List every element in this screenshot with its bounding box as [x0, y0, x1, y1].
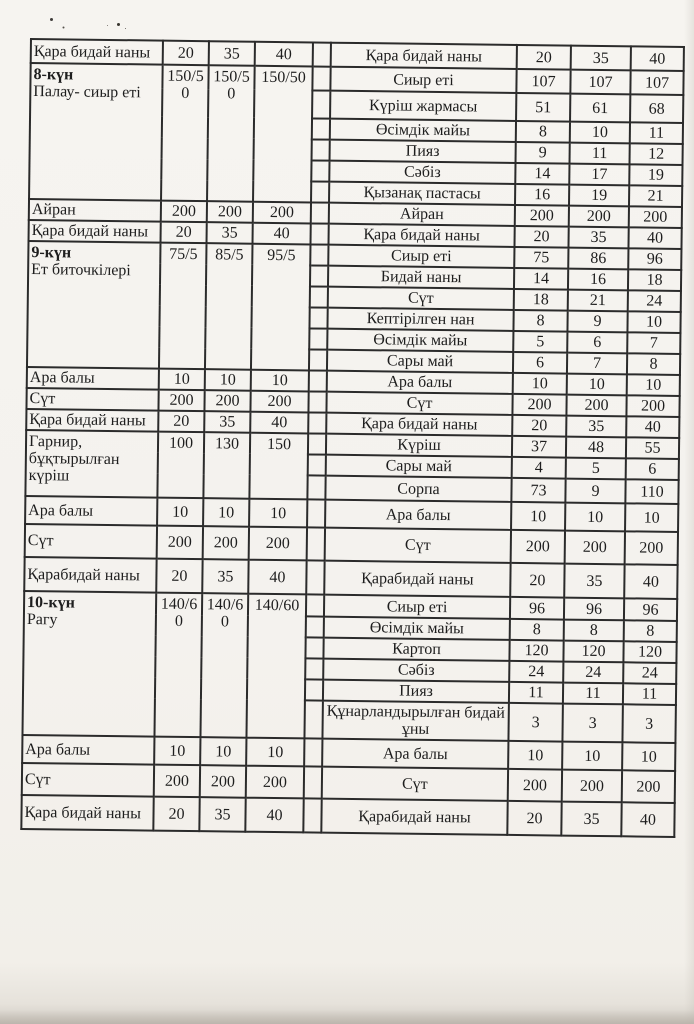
table-gap-spacer	[307, 527, 325, 560]
dish-label: Ара балы	[25, 740, 91, 759]
ingredient-qty-cell: 5	[566, 458, 626, 480]
table-gap-spacer	[309, 307, 327, 328]
table-gap-spacer	[309, 370, 327, 391]
scan-edge-shade	[684, 0, 694, 1024]
scan-bottom-shade	[0, 1010, 694, 1024]
dish-qty-cell: 10	[246, 738, 304, 767]
ingredient-qty-cell: 16	[568, 269, 628, 291]
dish-qty-cell: 10	[249, 499, 307, 528]
ingredient-qty-cell: 96	[628, 248, 681, 270]
dish-name-cell	[25, 496, 157, 526]
ingredient-qty-cell: 7	[567, 353, 627, 375]
table-gap-spacer	[312, 66, 330, 90]
ingredient-qty-cell: 200	[562, 770, 622, 803]
ingredient-qty-cell: 40	[626, 416, 679, 438]
ingredient-name-cell: Өсімдік майы	[324, 617, 510, 640]
table-gap-spacer	[312, 90, 330, 118]
ingredient-qty-cell: 18	[514, 289, 568, 311]
dish-label: Айран	[31, 201, 76, 219]
dish-label: Сүт	[29, 390, 56, 408]
dish-qty-cell: 20	[163, 41, 209, 66]
ingredient-name-cell: Айран	[329, 203, 515, 226]
dish-name-cell	[22, 763, 154, 797]
ingredient-qty-cell: 200	[629, 206, 682, 228]
dish-qty-cell: 10	[203, 498, 249, 527]
ingredient-qty-cell: 21	[629, 185, 682, 207]
ingredient-qty-cell: 11	[623, 683, 676, 705]
dish-qty-cell: 200	[246, 766, 304, 799]
ingredient-name-cell: Сүт	[325, 528, 511, 563]
table-gap-spacer	[307, 499, 325, 527]
ingredient-qty-cell: 200	[512, 394, 566, 416]
dish-qty-cell: 140/60	[246, 594, 306, 739]
ingredient-qty-cell: 35	[566, 416, 626, 438]
ingredient-name-cell: Пияз	[323, 680, 509, 703]
dish-qty-cell: 40	[255, 42, 313, 67]
dish-qty-cell: 20	[156, 559, 202, 594]
ingredient-name-cell: Күріш	[326, 434, 512, 457]
ingredient-qty-cell: 20	[510, 563, 564, 598]
ingredient-qty-cell: 200	[625, 531, 678, 565]
table-gap-spacer	[313, 42, 331, 66]
ingredient-qty-cell: 120	[623, 641, 676, 663]
dish-qty-cell: 35	[202, 559, 248, 594]
dish-label: Қара бидай наны	[29, 411, 146, 430]
ingredient-name-cell: Сәбіз	[329, 161, 515, 184]
ingredient-qty-cell: 35	[568, 227, 628, 249]
ingredient-qty-cell: 24	[628, 290, 681, 312]
ingredient-qty-cell: 4	[512, 457, 566, 479]
ingredient-name-cell: Сиыр еті	[328, 245, 514, 268]
ingredient-qty-cell: 9	[516, 142, 570, 164]
table-gap-spacer	[305, 658, 323, 679]
table-gap-spacer	[310, 265, 328, 286]
ingredient-qty-cell: 20	[514, 226, 568, 248]
ingredient-name-cell: Қарабидай наны	[321, 799, 507, 835]
dish-label: Қара бидай наны	[31, 222, 149, 241]
dish-qty-cell: 10	[251, 370, 309, 392]
ingredient-name-cell: Сары май	[327, 350, 513, 373]
ingredient-qty-cell: 200	[515, 205, 569, 227]
table-sheet	[20, 38, 685, 838]
dish-qty-cell: 40	[250, 412, 308, 434]
dish-qty-cell: 140/60	[154, 593, 202, 738]
dish-qty-cell: 150/50	[253, 66, 313, 203]
table-gap-spacer	[306, 560, 324, 594]
ingredient-name-cell: Сары май	[326, 455, 512, 478]
ingredient-qty-cell: 11	[563, 683, 623, 705]
ingredient-qty-cell: 19	[569, 185, 629, 207]
ingredient-name-cell: Пияз	[330, 140, 516, 163]
ingredient-qty-cell: 24	[563, 662, 623, 684]
ingredient-qty-cell: 5	[513, 331, 567, 353]
dish-label: Рагу	[26, 611, 58, 629]
ingredient-qty-cell: 120	[563, 641, 623, 663]
day-heading: 10-күн	[26, 594, 75, 612]
ingredient-name-cell: Ара балы	[322, 739, 508, 769]
dish-name-cell	[22, 735, 154, 765]
ingredient-qty-cell: 73	[511, 478, 565, 503]
ingredient-qty-cell: 8	[510, 619, 564, 641]
ingredient-qty-cell: 68	[630, 94, 683, 123]
dish-qty-cell: 200	[250, 391, 308, 413]
ingredient-qty-cell: 3	[562, 704, 622, 743]
dish-qty-cell: 40	[253, 223, 311, 245]
ingredient-qty-cell: 10	[508, 741, 562, 770]
ingredient-name-cell: Күріш жармасы	[330, 91, 516, 121]
table-gap-spacer	[304, 700, 322, 738]
table-gap-spacer	[303, 798, 321, 832]
ingredient-name-cell: Қарабидай наны	[324, 561, 510, 597]
dish-qty-cell: 35	[199, 797, 245, 832]
table-gap-spacer	[308, 433, 326, 454]
table-gap-spacer	[311, 160, 329, 181]
ingredient-qty-cell: 21	[568, 290, 628, 312]
ingredient-qty-cell: 3	[622, 704, 675, 743]
table-gap-spacer	[306, 594, 324, 616]
dish-name-cell	[25, 524, 157, 559]
ingredient-name-cell: Сүт	[326, 392, 512, 415]
ingredient-qty-cell: 96	[510, 597, 564, 620]
dish-qty-cell: 85/5	[205, 243, 253, 370]
dish-label: Сүт	[27, 532, 54, 550]
ingredient-qty-cell: 9	[567, 311, 627, 333]
table-gap-spacer	[309, 349, 327, 370]
dish-name-cell	[25, 430, 158, 498]
dish-qty-cell: 150/50	[207, 65, 255, 202]
day-heading: 8-күн	[33, 66, 74, 84]
dish-qty-cell: 20	[153, 797, 199, 832]
ingredient-name-cell: Сүт	[328, 287, 514, 310]
table-gap-spacer	[304, 766, 322, 798]
ingredient-name-cell: Сүт	[322, 767, 508, 801]
ingredient-qty-cell: 14	[515, 163, 569, 185]
ingredient-qty-cell: 6	[567, 332, 627, 354]
ingredient-qty-cell: 200	[626, 395, 679, 417]
ingredient-qty-cell: 200	[565, 531, 625, 565]
ingredient-qty-cell: 17	[569, 164, 629, 186]
table-gap-spacer	[309, 328, 327, 349]
dish-qty-cell: 200	[249, 527, 307, 561]
ingredient-qty-cell: 10	[562, 742, 622, 771]
table-row	[21, 795, 674, 837]
ingredient-name-cell: Қара бидай наны	[328, 224, 514, 247]
ingredient-qty-cell: 20	[507, 801, 561, 836]
dish-qty-cell: 10	[200, 737, 246, 766]
ingredient-name-cell: Сиыр еті	[330, 67, 516, 93]
table-gap-spacer	[310, 286, 328, 307]
dish-label: Ара балы	[29, 369, 95, 387]
ingredient-name-cell: Қызанақ пастасы	[329, 182, 515, 205]
ingredient-qty-cell: 107	[516, 69, 570, 94]
ingredient-qty-cell: 107	[570, 70, 630, 95]
ingredient-name-cell: Бидай наны	[328, 266, 514, 289]
dish-qty-cell: 10	[159, 369, 205, 391]
dish-label: Қара бидай наны	[24, 803, 141, 822]
dish-label: Гарнир, бұқтырылған күріш	[28, 433, 120, 485]
ingredient-qty-cell: 20	[517, 45, 571, 70]
dish-name-cell	[26, 409, 158, 432]
table-gap-spacer	[312, 139, 330, 160]
dish-name-cell	[27, 241, 161, 369]
ingredient-qty-cell: 40	[621, 802, 674, 837]
ingredient-qty-cell: 10	[511, 502, 565, 531]
dish-qty-cell: 200	[200, 765, 246, 798]
table-gap-spacer	[304, 738, 322, 766]
ingredient-qty-cell: 35	[564, 564, 624, 599]
ingredient-qty-cell: 96	[624, 598, 677, 621]
dish-label: Ет биточкілері	[31, 261, 131, 280]
table-gap-spacer	[312, 118, 330, 139]
ingredient-name-cell: Өсімдік майы	[327, 329, 513, 352]
ingredient-qty-cell: 120	[509, 640, 563, 662]
ingredient-qty-cell: 37	[512, 436, 566, 458]
ingredient-qty-cell: 14	[514, 268, 568, 290]
dish-qty-cell: 95/5	[251, 244, 311, 371]
ingredient-qty-cell: 107	[630, 70, 683, 95]
ingredient-qty-cell: 12	[630, 143, 683, 165]
dish-qty-cell: 140/60	[200, 593, 248, 738]
dish-label: Сүт	[24, 770, 51, 788]
ingredient-qty-cell: 20	[512, 415, 566, 437]
ingredient-name-cell: Ара балы	[325, 500, 511, 530]
dish-qty-cell: 35	[209, 41, 255, 66]
scan-ink-marks	[50, 18, 53, 21]
ingredient-qty-cell: 10	[622, 742, 675, 771]
dish-qty-cell: 200	[154, 765, 200, 798]
table-gap-spacer	[305, 679, 323, 700]
ingredient-qty-cell: 11	[570, 143, 630, 165]
dish-qty-cell: 20	[161, 222, 207, 244]
ingredient-qty-cell: 8	[627, 353, 680, 375]
dish-qty-cell: 20	[158, 411, 204, 433]
ingredient-qty-cell: 40	[628, 227, 681, 249]
dish-qty-cell: 100	[157, 432, 204, 499]
ingredient-qty-cell: 11	[509, 682, 563, 704]
ingredient-qty-cell: 200	[566, 395, 626, 417]
table-gap-spacer	[310, 223, 328, 244]
table-gap-spacer	[308, 412, 326, 433]
dish-label: Қара бидай наны	[33, 42, 151, 61]
table-gap-spacer	[306, 616, 324, 637]
ingredient-qty-cell: 8	[624, 620, 677, 642]
dish-qty-cell: 200	[158, 390, 204, 412]
table-gap-spacer	[310, 244, 328, 265]
ingredient-qty-cell: 48	[566, 437, 626, 459]
ingredient-qty-cell: 96	[564, 598, 624, 621]
ingredient-qty-cell: 200	[569, 206, 629, 228]
ingredient-qty-cell: 200	[511, 530, 565, 564]
dish-qty-cell: 200	[157, 526, 203, 560]
ingredient-qty-cell: 40	[624, 564, 677, 599]
ingredient-qty-cell: 3	[508, 703, 562, 742]
dish-qty-cell: 150	[249, 433, 308, 500]
dish-qty-cell: 10	[154, 737, 200, 766]
ingredient-qty-cell: 7	[627, 332, 680, 354]
table-gap-spacer	[307, 475, 325, 499]
ingredient-name-cell: Қара бидай наны	[326, 413, 512, 436]
dish-name-cell	[22, 591, 156, 737]
dish-qty-cell: 10	[205, 369, 251, 391]
dish-qty-cell: 200	[207, 201, 253, 223]
meal-plan-table	[20, 38, 685, 838]
day-heading: 9-күн	[31, 244, 72, 262]
dish-name-cell	[29, 220, 161, 243]
ingredient-qty-cell: 11	[630, 122, 683, 144]
ingredient-qty-cell: 35	[561, 802, 621, 837]
dish-qty-cell: 130	[203, 432, 250, 499]
dish-qty-cell: 200	[203, 526, 249, 560]
ingredient-qty-cell: 9	[565, 479, 625, 504]
ingredient-qty-cell: 10	[565, 503, 625, 532]
ingredient-qty-cell: 10	[627, 311, 680, 333]
ingredient-qty-cell: 19	[629, 164, 682, 186]
ingredient-qty-cell: 61	[570, 94, 630, 123]
ingredient-name-cell: Сорпа	[325, 476, 511, 502]
dish-qty-cell: 10	[157, 498, 203, 527]
dish-name-cell	[27, 367, 159, 390]
dish-qty-cell: 150/50	[161, 65, 209, 202]
dish-qty-cell: 200	[204, 390, 250, 412]
dish-name-cell	[24, 557, 156, 593]
ingredient-qty-cell: 8	[564, 620, 624, 642]
ingredient-qty-cell: 75	[514, 247, 568, 269]
ingredient-qty-cell: 18	[628, 269, 681, 291]
ingredient-qty-cell: 6	[626, 458, 679, 480]
dish-label: Қарабидай наны	[27, 565, 140, 584]
ingredient-qty-cell: 24	[509, 661, 563, 683]
table-gap-spacer	[305, 637, 323, 658]
ingredient-qty-cell: 8	[513, 310, 567, 332]
dish-name-cell	[26, 388, 158, 411]
ingredient-name-cell: Өсімдік майы	[330, 119, 516, 142]
ingredient-name-cell: Сиыр еті	[324, 595, 510, 619]
ingredient-name-cell: Картоп	[323, 638, 509, 661]
table-gap-spacer	[311, 202, 329, 223]
table-gap-spacer	[311, 181, 329, 202]
ingredient-name-cell: Құнарландырылған бидай ұны	[322, 701, 508, 741]
ingredient-qty-cell: 35	[571, 46, 631, 71]
dish-qty-cell: 40	[245, 798, 303, 833]
ingredient-qty-cell: 16	[515, 184, 569, 206]
dish-qty-cell: 35	[204, 411, 250, 433]
dish-qty-cell: 35	[207, 222, 253, 244]
ingredient-name-cell: Кептірілген нан	[327, 308, 513, 331]
dish-name-cell	[29, 63, 163, 201]
ingredient-name-cell: Ара балы	[327, 371, 513, 394]
ingredient-qty-cell: 6	[513, 352, 567, 374]
ingredient-qty-cell: 10	[513, 373, 567, 395]
table-gap-spacer	[308, 454, 326, 475]
ingredient-name-cell: Қара бидай наны	[331, 43, 517, 69]
dish-name-cell	[29, 199, 161, 222]
ingredient-qty-cell: 10	[567, 374, 627, 396]
table-gap-spacer	[308, 391, 326, 412]
ingredient-qty-cell: 51	[516, 93, 570, 122]
ingredient-qty-cell: 110	[625, 479, 678, 504]
dish-qty-cell: 200	[161, 201, 207, 223]
dish-name-cell	[21, 795, 153, 831]
dish-qty-cell: 40	[248, 560, 306, 595]
ingredient-name-cell: Сәбіз	[323, 659, 509, 682]
dish-label: Палау- сиыр еті	[33, 83, 141, 102]
ingredient-qty-cell: 55	[626, 437, 679, 459]
ingredient-qty-cell: 200	[622, 770, 675, 803]
ingredient-qty-cell: 10	[570, 122, 630, 144]
dish-name-cell	[31, 39, 163, 65]
ingredient-qty-cell: 10	[625, 503, 678, 532]
dish-qty-cell: 75/5	[159, 243, 207, 370]
ingredient-qty-cell: 86	[568, 248, 628, 270]
dish-label: Ара балы	[28, 501, 94, 520]
dish-qty-cell: 200	[253, 202, 311, 224]
ingredient-qty-cell: 40	[631, 46, 684, 71]
ingredient-qty-cell: 24	[623, 662, 676, 684]
ingredient-qty-cell: 8	[516, 121, 570, 143]
ingredient-qty-cell: 10	[627, 374, 680, 396]
ingredient-qty-cell: 200	[508, 769, 562, 802]
